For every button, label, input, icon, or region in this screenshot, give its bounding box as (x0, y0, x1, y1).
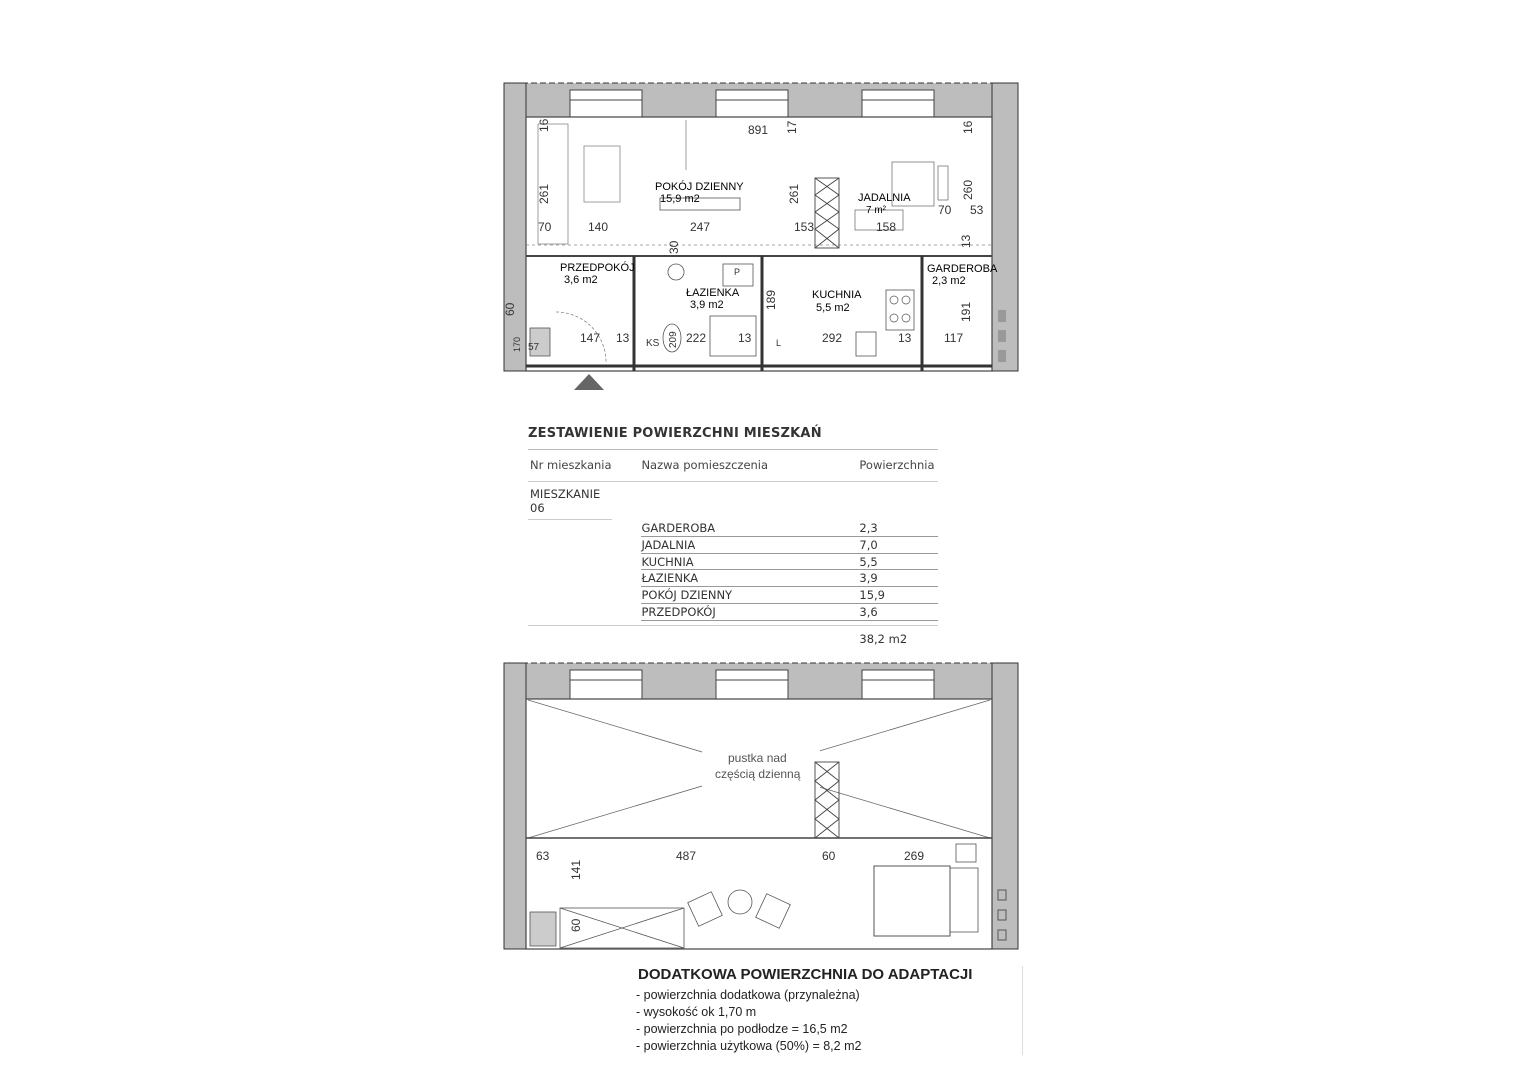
dimensions-lower (536, 849, 924, 932)
svg-text:17: 17 (785, 120, 799, 134)
svg-text:57: 57 (528, 342, 540, 353)
table-row (528, 554, 938, 571)
room-area-przedpokoj: 3,6 m2 (564, 274, 598, 286)
row-name: JADALNIA (641, 537, 859, 554)
svg-text:60: 60 (822, 849, 836, 863)
svg-text:16: 16 (537, 118, 551, 132)
header-apartment-no: Nr mieszkania (530, 458, 612, 472)
void-label-line-2: częścią dzienną (715, 767, 801, 781)
table-row (528, 604, 938, 621)
room-area-pokoj-dzienny: 15,9 m2 (660, 193, 700, 205)
header-area: Powierzchnia (859, 458, 935, 472)
row-area: 5,5 (859, 554, 938, 571)
lower-floor-plan (504, 663, 1018, 949)
table-header (528, 450, 938, 482)
svg-text:292: 292 (822, 331, 843, 345)
row-name: PRZEDPOKÓJ (641, 604, 859, 621)
row-area: 3,6 (859, 604, 938, 621)
svg-text:140: 140 (588, 220, 609, 234)
table-title: ZESTAWIENIE POWIERZCHNI MIESZKAŃ (528, 424, 938, 450)
svg-text:153: 153 (794, 220, 815, 234)
wall-left (504, 83, 526, 371)
stair-ladder (815, 178, 839, 248)
row-area: 2,3 (859, 520, 938, 537)
svg-text:487: 487 (676, 849, 697, 863)
svg-text:261: 261 (537, 183, 551, 204)
wall-right-lower (992, 663, 1018, 949)
svg-text:13: 13 (898, 331, 912, 345)
windows-top-lower (570, 670, 934, 699)
svg-text:16: 16 (961, 120, 975, 134)
notes-line: - wysokość ok 1,70 m (636, 1005, 757, 1019)
area-summary-table (528, 424, 938, 646)
table-row (528, 587, 938, 604)
room-label-lazienka: ŁAZIENKA (686, 287, 740, 299)
svg-text:222: 222 (686, 331, 707, 345)
row-name: GARDEROBA (641, 520, 859, 537)
notes-line: - powierzchnia użytkowa (50%) = 8,2 m2 (636, 1039, 862, 1053)
svg-text:147: 147 (580, 331, 601, 345)
row-area: 7,0 (859, 537, 938, 554)
room-area-garderoba: 2,3 m2 (932, 275, 966, 287)
notes-line: - powierzchnia po podłodze = 16,5 m2 (636, 1022, 848, 1036)
svg-text:141: 141 (569, 859, 583, 880)
table-row (528, 570, 938, 587)
svg-text:891: 891 (748, 123, 769, 137)
row-name: POKÓJ DZIENNY (641, 587, 859, 604)
room-label-pokoj-dzienny: POKÓJ DZIENNY (655, 181, 744, 193)
svg-text:158: 158 (876, 220, 897, 234)
row-name: KUCHNIA (641, 554, 859, 571)
room-area-lazienka: 3,9 m2 (690, 299, 724, 311)
room-label-przedpokoj: PRZEDPOKÓJ (560, 262, 635, 274)
svg-text:209: 209 (668, 331, 679, 348)
svg-text:170: 170 (512, 336, 522, 352)
table-total-row (528, 625, 938, 646)
svg-text:261: 261 (787, 183, 801, 204)
svg-text:191: 191 (959, 301, 973, 322)
svg-text:13: 13 (616, 331, 630, 345)
svg-text:KS: KS (646, 338, 660, 349)
upper-floor-plan (503, 83, 1018, 390)
svg-text:L: L (776, 338, 782, 348)
windows-top (570, 90, 934, 117)
wall-right (992, 83, 1018, 371)
svg-text:63: 63 (536, 849, 550, 863)
room-area-jadalnia: 7 m² (866, 205, 886, 216)
entry-marker (574, 374, 604, 390)
additional-area-notes (632, 966, 1023, 1055)
svg-text:P: P (734, 267, 741, 277)
svg-text:13: 13 (738, 331, 752, 345)
svg-text:70: 70 (538, 220, 552, 234)
svg-text:189: 189 (764, 289, 778, 310)
room-label-jadalnia: JADALNIA (858, 192, 911, 204)
row-area: 15,9 (859, 587, 938, 604)
row-area: 3,9 (859, 570, 938, 587)
dimensions-upper (503, 118, 984, 353)
svg-text:53: 53 (970, 203, 984, 217)
total-area: 38,2 m2 (859, 631, 908, 646)
svg-text:60: 60 (569, 918, 583, 932)
room-label-garderoba: GARDEROBA (927, 263, 998, 275)
svg-text:60: 60 (503, 302, 517, 316)
notes-line: - powierzchnia dodatkowa (przynależna) (636, 988, 860, 1002)
room-area-kuchnia: 5,5 m2 (816, 302, 850, 314)
svg-text:30: 30 (667, 240, 681, 254)
notes-title: DODATKOWA POWIERZCHNIA DO ADAPTACJI (638, 966, 973, 983)
apartment-label: MIESZKANIE 06 (528, 482, 612, 520)
row-name: ŁAZIENKA (641, 570, 859, 587)
void-label-line-1: pustka nad (728, 751, 787, 765)
header-room-name: Nazwa pomieszczenia (641, 458, 769, 472)
wall-left-lower (504, 663, 526, 949)
room-label-kuchnia: KUCHNIA (812, 289, 862, 301)
svg-text:260: 260 (961, 179, 975, 200)
svg-text:70: 70 (938, 203, 952, 217)
svg-text:13: 13 (959, 234, 973, 248)
svg-text:117: 117 (944, 331, 964, 345)
svg-text:247: 247 (690, 220, 711, 234)
room-outline-lower (526, 699, 992, 949)
table-row (528, 537, 938, 554)
table-row (528, 520, 938, 537)
svg-text:269: 269 (904, 849, 925, 863)
